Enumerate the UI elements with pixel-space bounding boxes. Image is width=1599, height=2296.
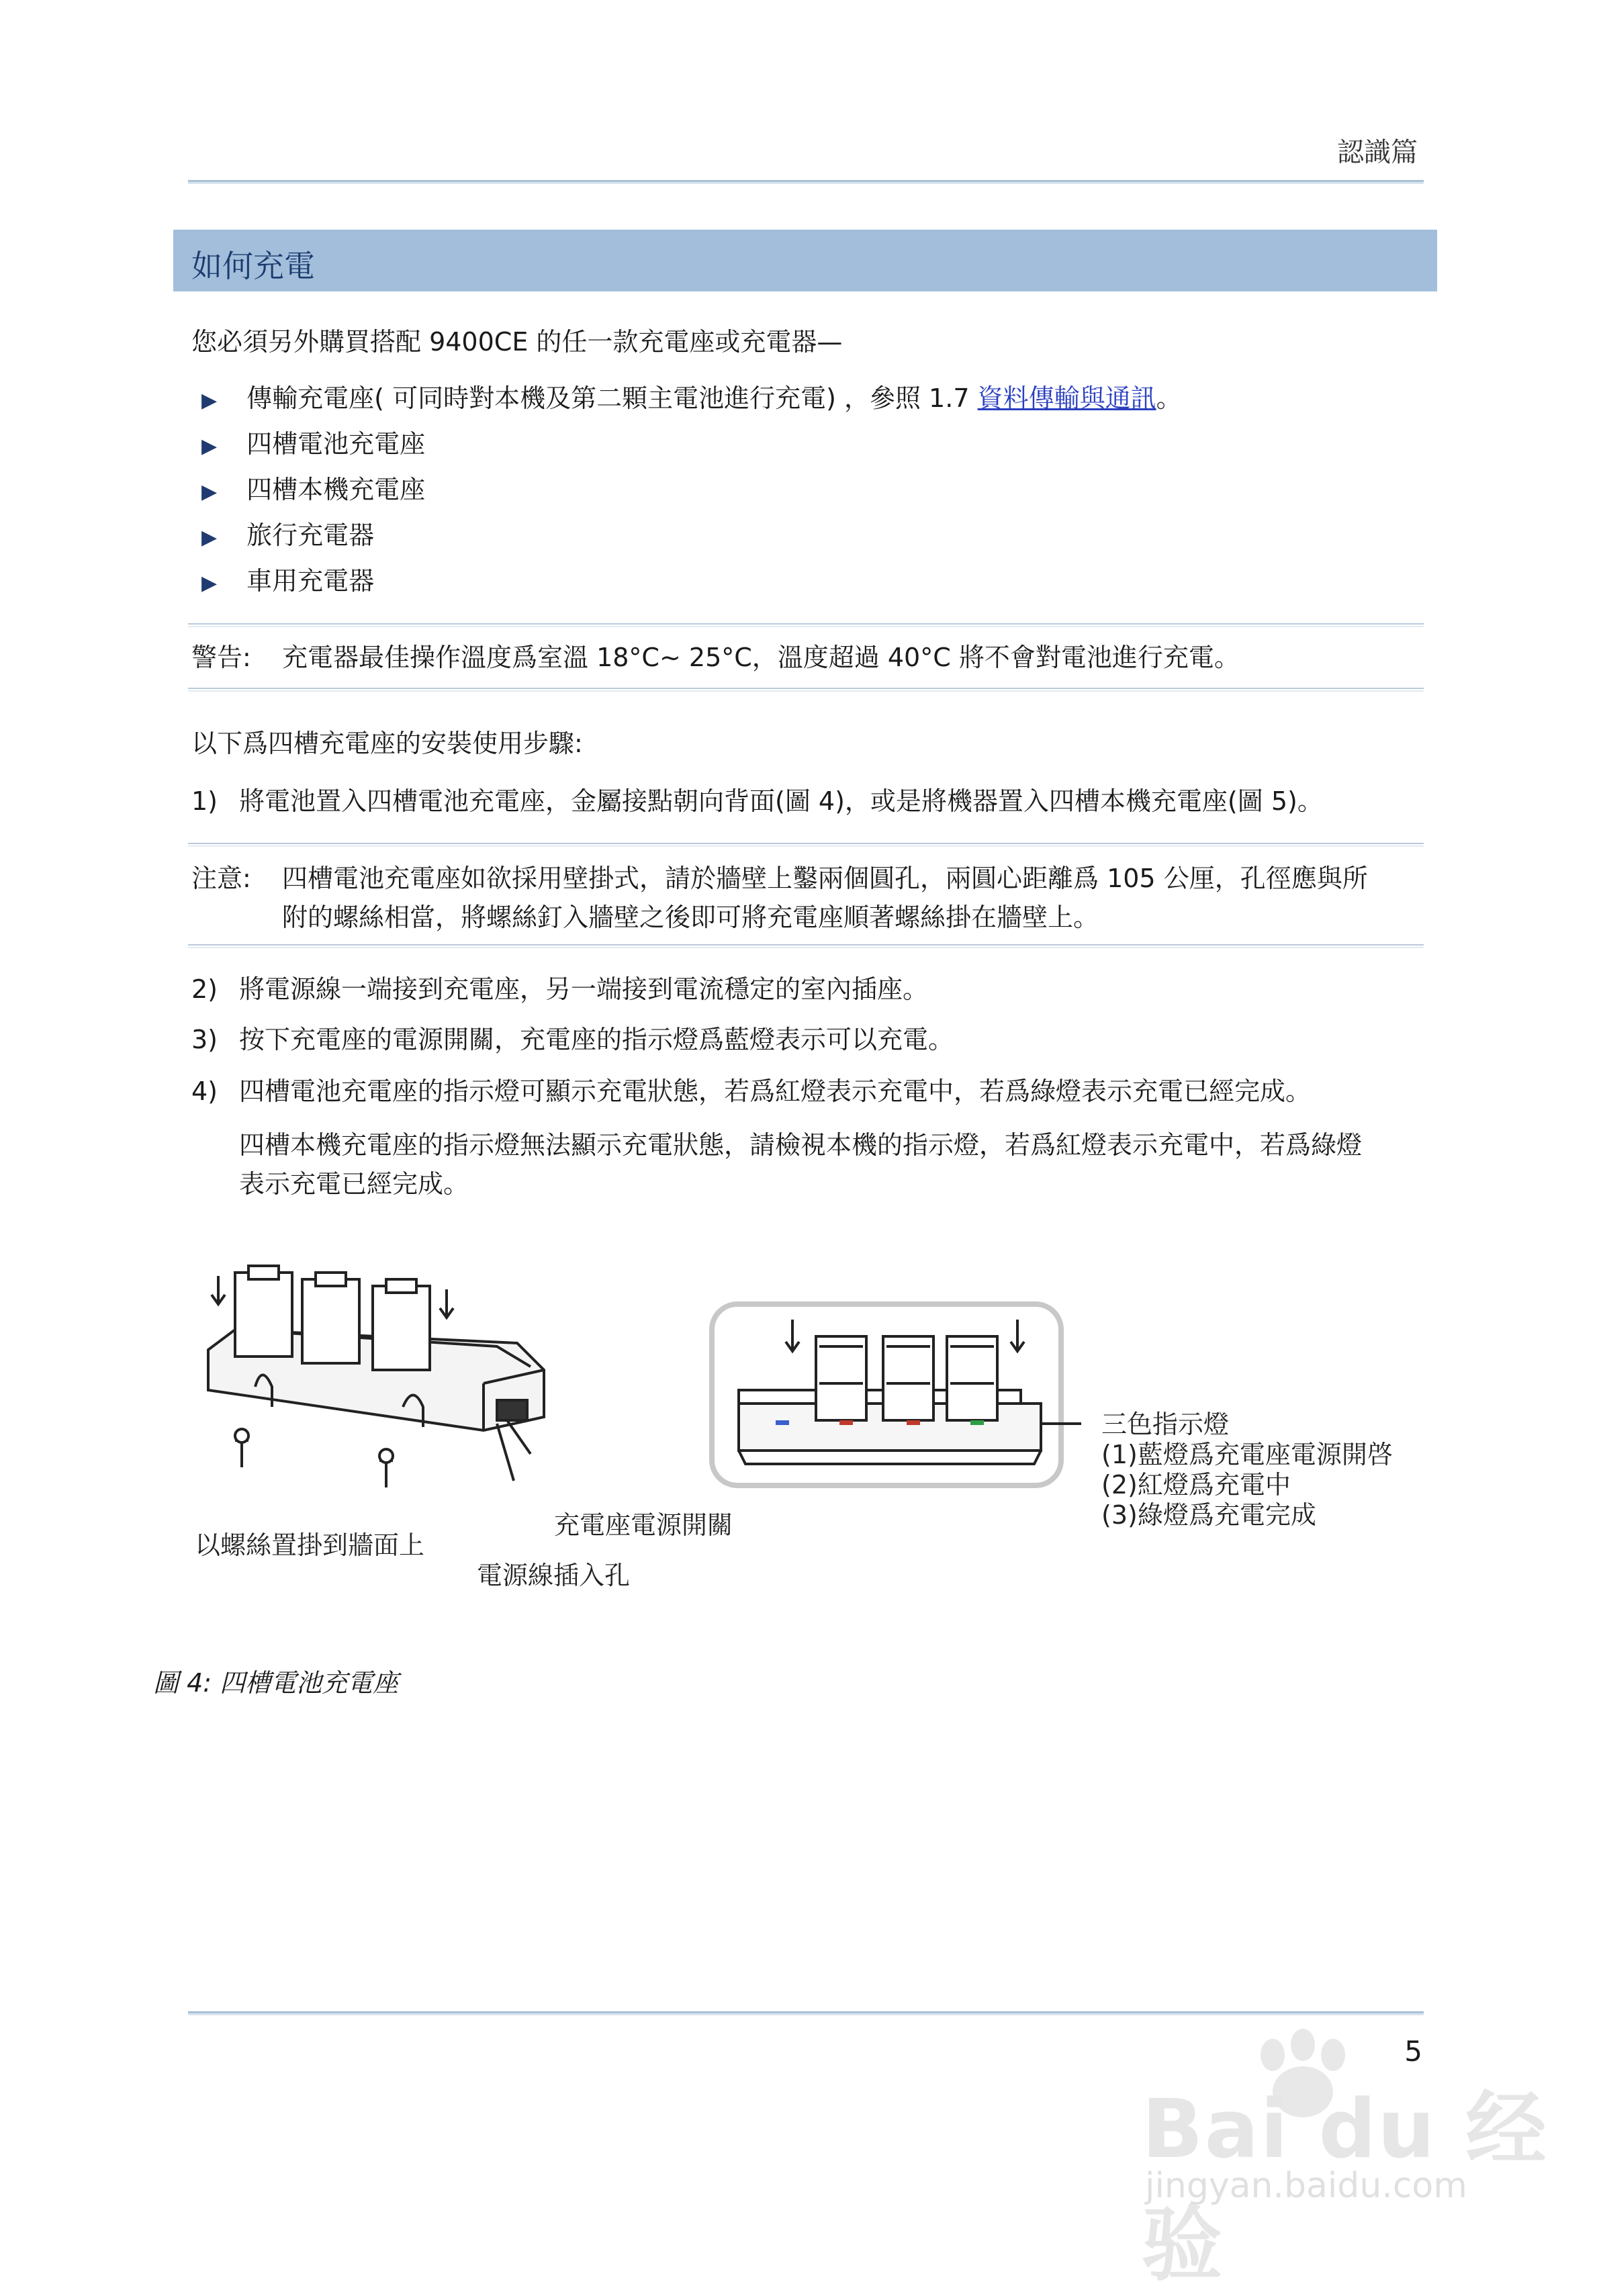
battery-charger-front-illustration <box>705 1296 1081 1498</box>
list-item <box>201 376 1182 423</box>
list-item <box>201 422 425 469</box>
page-number: 5 <box>1404 2035 1422 2068</box>
list-item <box>201 513 374 560</box>
list-item-text: 車用充電器 <box>246 566 375 596</box>
step-number: 2) <box>191 974 218 1004</box>
step-number: 4) <box>191 1076 218 1106</box>
warning-rule-bottom <box>188 688 1424 692</box>
battery-charger-perspective-illustration <box>181 1262 584 1531</box>
section-title-bar <box>173 230 1437 291</box>
watermark-brand: Bai du 经验 <box>1142 2083 1548 2292</box>
triangle-bullet-icon: ▶ <box>201 434 218 458</box>
steps-intro: 以下爲四槽充電座的安裝使用步驟: <box>191 729 583 758</box>
figure-label-led-title: 三色指示燈 <box>1101 1410 1230 1439</box>
figure-label-wall-mount: 以螺絲置掛到牆面上 <box>195 1530 425 1560</box>
link-data-transfer[interactable]: 資料傳輸與通訊 <box>977 383 1156 413</box>
list-item-text: 四槽電池充電座 <box>246 429 426 459</box>
header-rule <box>188 180 1424 184</box>
step-number: 3) <box>191 1025 218 1054</box>
figure-label-led-1: (1)藍燈爲充電座電源開啓 <box>1101 1440 1393 1469</box>
list-item <box>201 467 425 514</box>
note-line-2: 附的螺絲相當，將螺絲釘入牆壁之後即可將充電座順著螺絲掛在牆壁上。 <box>282 903 1099 932</box>
step-1-text: 將電池置入四槽電池充電座，金屬接點朝向背面(圖 4)，或是將機器置入四槽本機充電座(圖 5)。 <box>239 786 1323 816</box>
section-title: 如何充電 <box>191 248 315 284</box>
list-item-text: 傳輸充電座( 可同時對本機及第二顆主電池進行充電) ，參照 1.7 <box>246 383 978 413</box>
step-4-extra-line-2: 表示充電已經完成。 <box>239 1169 469 1199</box>
triangle-bullet-icon: ▶ <box>201 571 218 595</box>
led-red <box>907 1420 920 1425</box>
led-green <box>970 1420 984 1425</box>
intro-paragraph: 您必須另外購買搭配 9400CE 的任一款充電座或充電器— <box>191 327 843 357</box>
note-label: 注意: <box>191 864 251 893</box>
list-item <box>201 559 374 606</box>
triangle-bullet-icon: ▶ <box>201 480 218 504</box>
figure-label-power-jack: 電源線插入孔 <box>477 1561 631 1590</box>
warning-label: 警告: <box>191 643 251 672</box>
list-item-text: 四槽本機充電座 <box>246 475 426 504</box>
step-4-extra-line-1: 四槽本機充電座的指示燈無法顯示充電狀態，請檢視本機的指示燈，若爲紅燈表示充電中，若爲綠燈 <box>239 1130 1363 1160</box>
figure-label-led-2: (2)紅燈爲充電中 <box>1101 1470 1291 1500</box>
list-item-text: 旅行充電器 <box>246 520 375 550</box>
warning-text: 充電器最佳操作溫度爲室溫 18°C~ 25°C，溫度超過 40°C 將不會對電池進行充電。 <box>282 643 1240 672</box>
note-rule-top <box>188 843 1424 847</box>
running-header: 認識篇 <box>1337 137 1418 168</box>
step-4-text: 四槽電池充電座的指示燈可顯示充電狀態，若爲紅燈表示充電中，若爲綠燈表示充電已經完成。 <box>239 1076 1312 1106</box>
step-number: 1) <box>191 786 218 816</box>
led-red <box>839 1420 853 1425</box>
figure-caption: 圖 4: 四槽電池充電座 <box>153 1668 399 1698</box>
figure-label-power-switch: 充電座電源開關 <box>554 1510 733 1540</box>
list-item-end: 。 <box>1156 383 1182 413</box>
note-line-1: 四槽電池充電座如欲採用壁掛式，請於牆壁上鑿兩個圓孔，兩圓心距離爲 105 公厘，孔徑應與所 <box>282 864 1368 893</box>
warning-rule-top <box>188 623 1424 627</box>
note-rule-bottom <box>188 944 1424 948</box>
triangle-bullet-icon: ▶ <box>201 526 218 549</box>
step-3-text: 按下充電座的電源開關，充電座的指示燈爲藍燈表示可以充電。 <box>239 1025 954 1054</box>
watermark-url: jingyan.baidu.com <box>1145 2166 1467 2206</box>
triangle-bullet-icon: ▶ <box>201 389 218 412</box>
footer-rule <box>188 2011 1424 2015</box>
step-2-text: 將電源線一端接到充電座，另一端接到電流穩定的室內插座。 <box>239 974 929 1004</box>
figure-label-led-3: (3)綠燈爲充電完成 <box>1101 1500 1316 1530</box>
led-blue <box>776 1420 789 1425</box>
